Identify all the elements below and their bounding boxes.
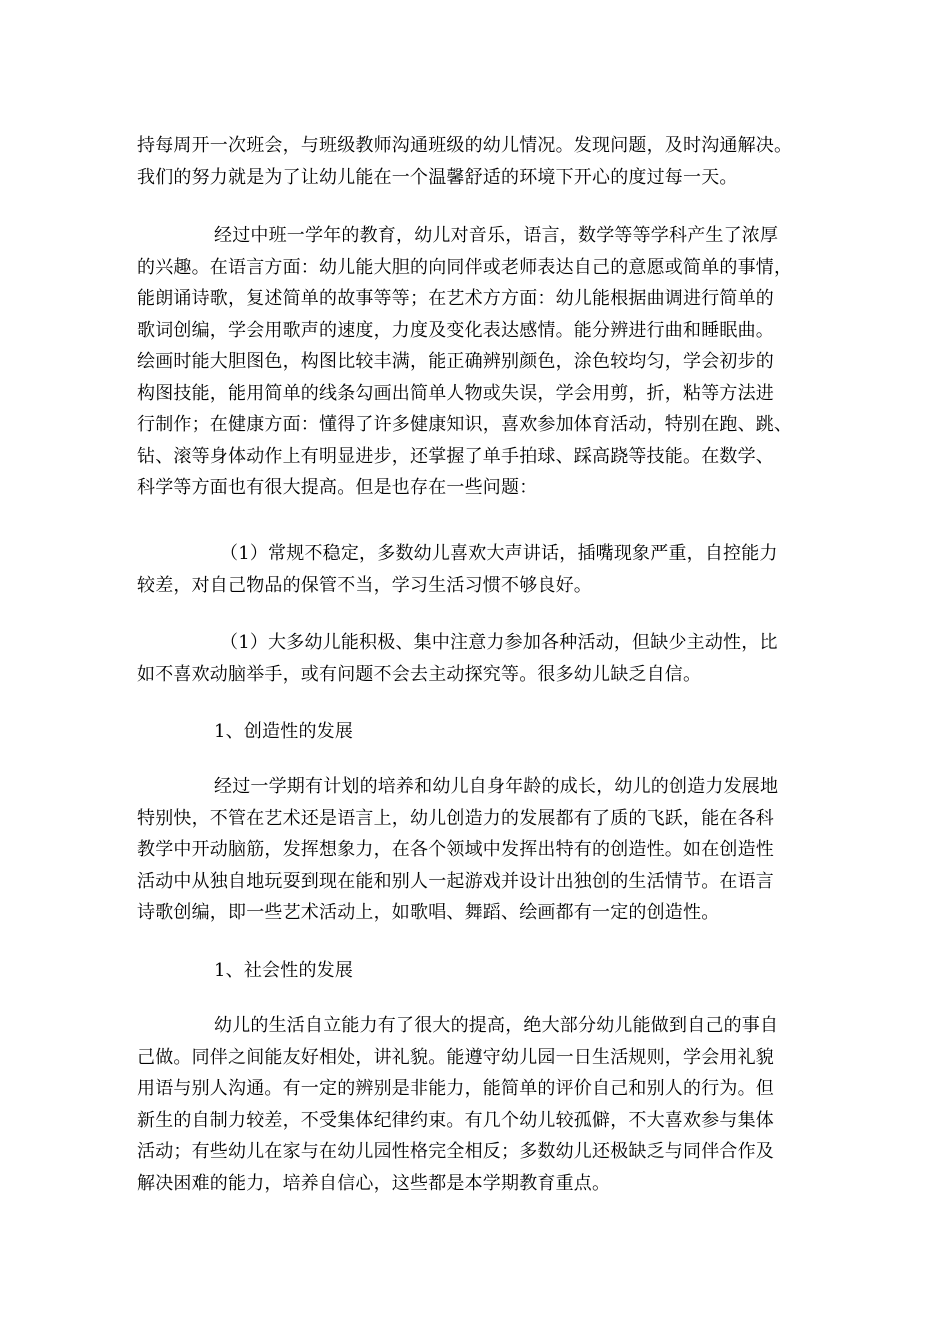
section-heading-creativity (137, 716, 827, 748)
paragraph-problem-1 (137, 538, 827, 601)
text-line: 的兴趣。在语言方面：幼儿能大胆的向同伴或老师表达自己的意愿或简单的事情， (137, 256, 793, 278)
text-line: 活动中从独自地玩耍到现在能和别人一起游戏并设计出独创的生活情节。在语言 (137, 870, 774, 892)
paragraph-problem-2 (137, 627, 827, 690)
paragraph-creativity (137, 771, 827, 929)
text-line: 持每周开一次班会，与班级教师沟通班级的幼儿情况。发现问题，及时沟通解决。 (137, 135, 793, 156)
text-line: 特别快，不管在艺术还是语言上，幼儿创造力的发展都有了质的飞跃，能在各科 (137, 807, 774, 829)
text-line: 构图技能，能用简单的线条勾画出简单人物或失误，学会用剪，折，粘等方法进 (137, 382, 774, 404)
text-line: 新生的自制力较差，不受集体纪律约束。有几个幼儿较孤僻，不大喜欢参与集体 (137, 1109, 774, 1131)
text-line: 解决困难的能力，培养自信心，这些都是本学期教育重点。 (137, 1172, 611, 1194)
text-line: 活动；有些幼儿在家与在幼儿园性格完全相反；多数幼儿还极缺乏与同伴合作及 (137, 1141, 774, 1162)
text-line: 能朗诵诗歌，复述简单的故事等等；在艺术方方面：幼儿能根据曲调进行简单的 (137, 288, 774, 309)
text-line: 经过一学期有计划的培养和幼儿自身年龄的成长，幼儿的创造力发展地 (214, 776, 779, 797)
text-line: （1）常规不稳定，多数幼儿喜欢大声讲话，插嘴现象严重，自控能力 (220, 543, 778, 564)
text-line: 经过中班一学年的教育，幼儿对音乐，语言，数学等等学科产生了浓厚 (214, 225, 779, 246)
paragraph-development-overview (137, 220, 827, 504)
text-line: 我们的努力就是为了让幼儿能在一个温馨舒适的环境下开心的度过每一天。 (137, 166, 738, 188)
section-heading: 1、创造性的发展 (214, 721, 354, 742)
section-heading: 1、社会性的发展 (214, 960, 354, 981)
paragraph-class-meeting (137, 130, 827, 193)
text-line: 绘画时能大胆图色，构图比较丰满，能正确辨别颜色，涂色较均匀，学会初步的 (137, 351, 774, 372)
text-line: 诗歌创编，即一些艺术活动上，如歌唱、舞蹈、绘画都有一定的创造性。 (137, 902, 720, 923)
text-line: 教学中开动脑筋，发挥想象力，在各个领域中发挥出特有的创造性。如在创造性 (137, 839, 774, 860)
text-line: 歌词创编，学会用歌声的速度，力度及变化表达感情。能分辨进行曲和睡眠曲。 (137, 319, 774, 341)
text-line: 用语与别人沟通。有一定的辨别是非能力，能简单的评价自己和别人的行为。但 (137, 1078, 774, 1099)
text-line: 钻、滚等身体动作上有明显进步，还掌握了单手拍球、踩高跷等技能。在数学、 (137, 445, 774, 467)
text-line: 较差，对自己物品的保管不当，学习生活习惯不够良好。 (137, 574, 592, 596)
text-line: 科学等方面也有很大提高。但是也存在一些问题： (137, 477, 538, 498)
paragraph-social (137, 1010, 827, 1199)
text-line: （1）大多幼儿能积极、集中注意力参加各种活动，但缺少主动性，比 (220, 632, 778, 653)
section-heading-social (137, 955, 827, 987)
text-line: 己做。同伴之间能友好相处，讲礼貌。能遵守幼儿园一日生活规则，学会用礼貌 (137, 1046, 774, 1068)
text-line: 如不喜欢动脑举手，或有问题不会去主动探究等。很多幼儿缺乏自信。 (137, 663, 702, 685)
text-line: 行制作；在健康方面：懂得了许多健康知识，喜欢参加体育活动，特别在跑、跳、 (137, 414, 793, 435)
text-line: 幼儿的生活自立能力有了很大的提高，绝大部分幼儿能做到自己的事自 (214, 1015, 779, 1036)
